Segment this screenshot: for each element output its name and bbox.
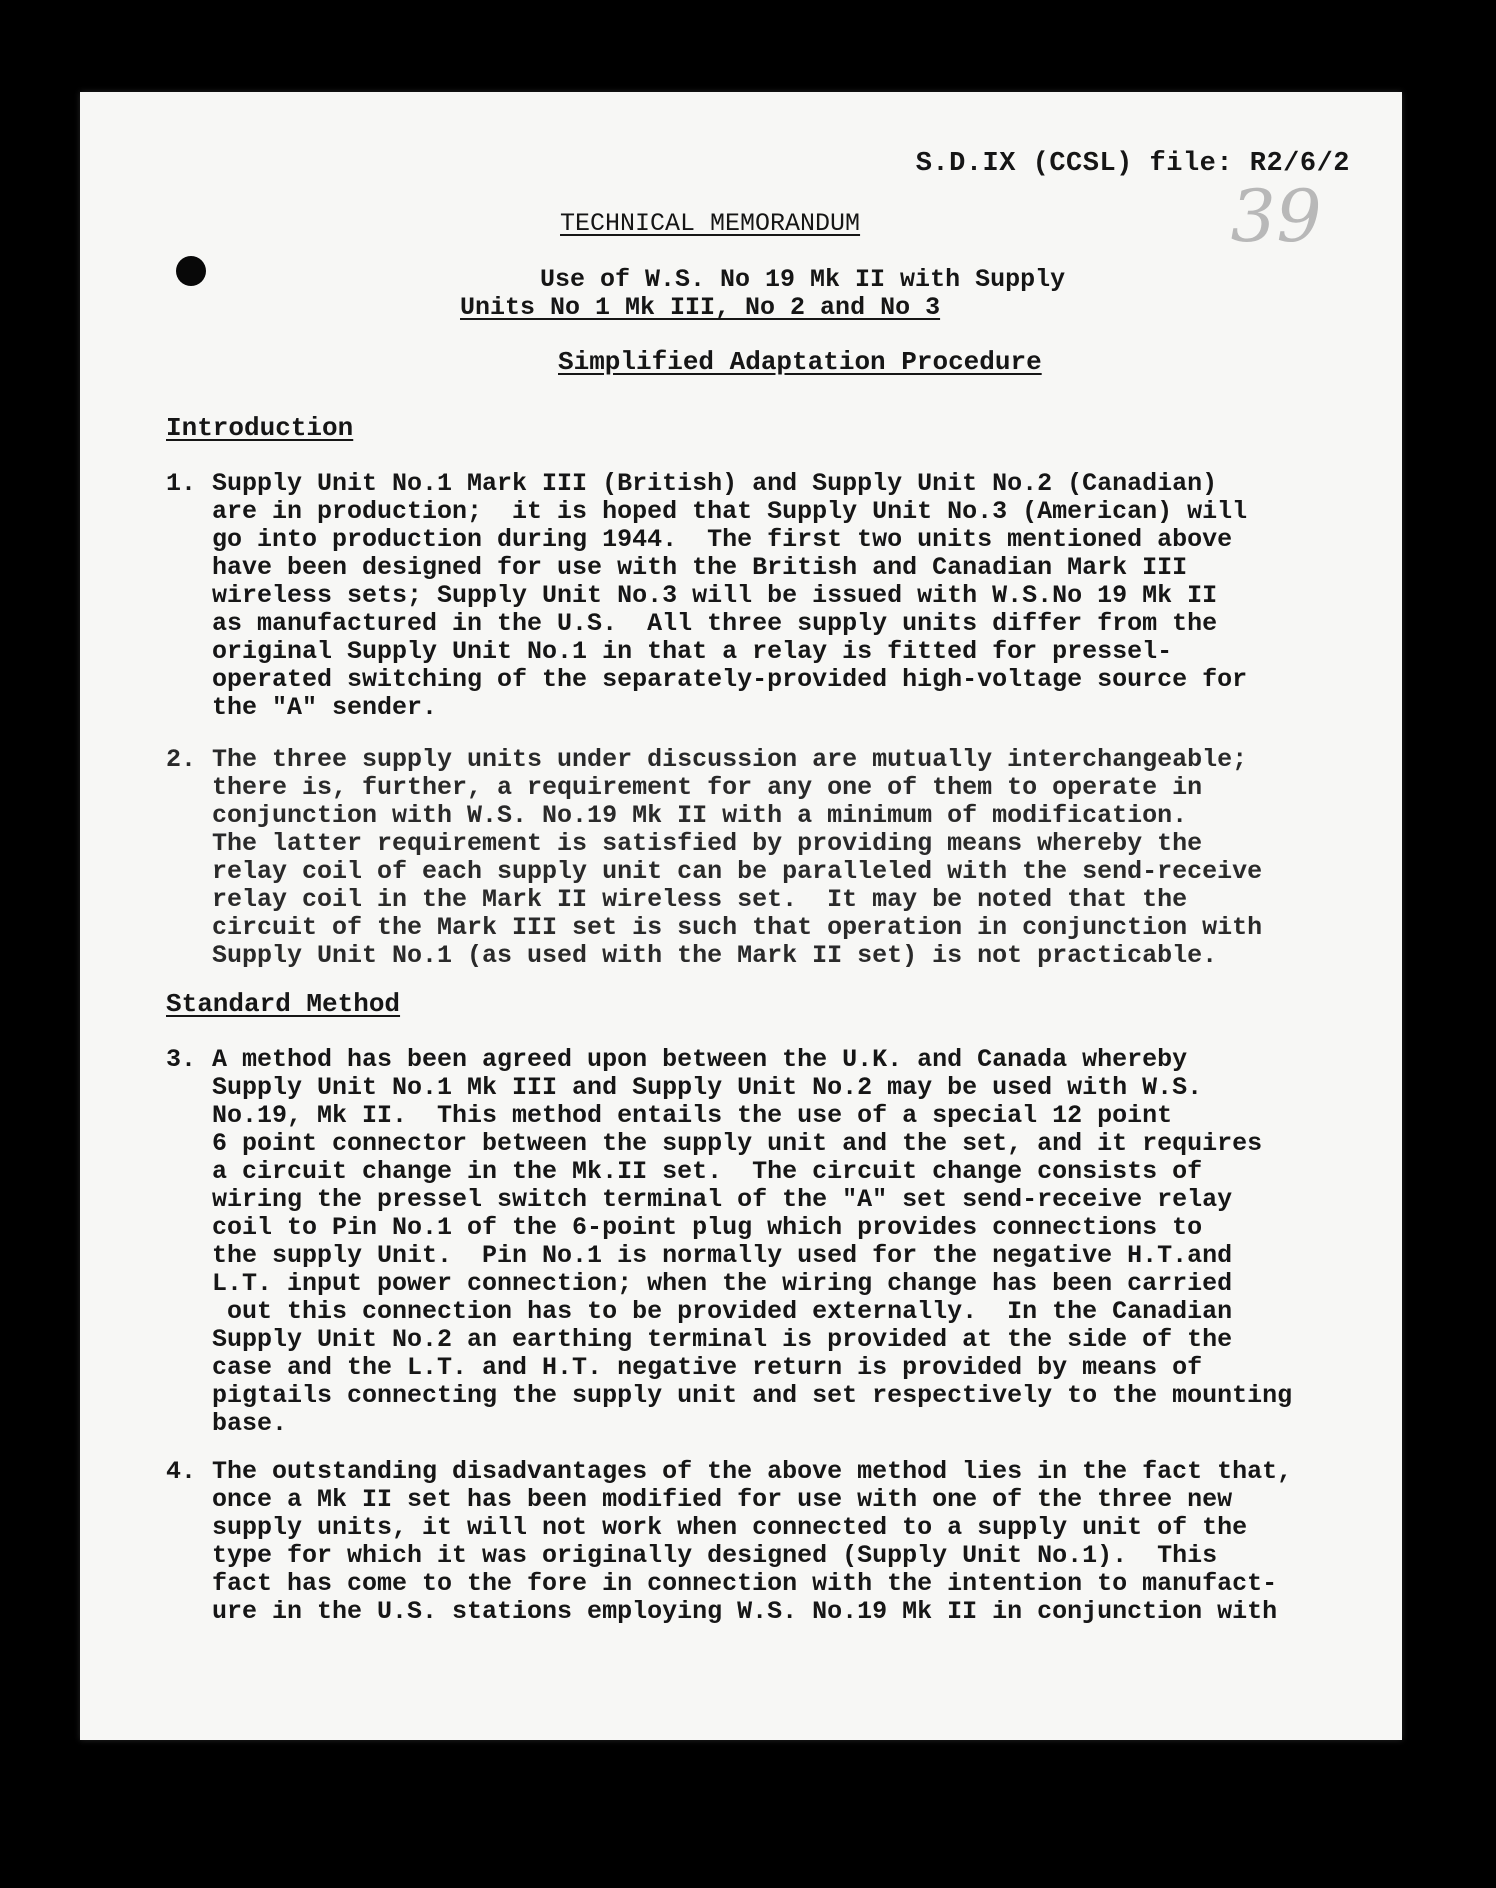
section-heading-introduction: Introduction <box>166 413 354 443</box>
subtitle-line-1: Use of W.S. No 19 Mk II with Supply <box>540 265 1066 294</box>
memo-subheading: Simplified Adaptation Procedure <box>558 347 1042 377</box>
paragraph-2 <box>166 746 1376 970</box>
paragraph-text: Supply Unit No.1 Mark III (British) and Supply Unit No.2 (Canadian) are in production; it is hoped that Supply Unit No.3 (American) will go into production during 1944. The first two units mentioned above have been designed for use with the British and Canadian Mark III wireless sets; Supply Unit No.3 will be issued with W.S.No 19 Mk II as manufactured in the U.S. All three supply units differ from the original Supply Unit No.1 in that a relay is fitted for pressel- operated switching of the separately-provided high-voltage source for the "A" sender. <box>212 469 1248 722</box>
paragraph-4 <box>166 1458 1376 1626</box>
paragraph-text: The three supply units under discussion are mutually interchangeable; there is, further, a requirement for any one of them to operate in conjunction with W.S. No.19 Mk II with a minimum of modification. The latter requirement is satisfied by providing means whereby the relay coil of each supply unit can be paralleled with the send-receive relay coil in the Mark II wireless set. It may be noted that the circuit of the Mark III set is such that operation in conjunction with Supply Unit No.1 (as used with the Mark II set) is not practicable. <box>212 745 1263 970</box>
paragraph-number: 1. <box>166 469 197 498</box>
file-reference: S.D.IX (CCSL) file: R2/6/2 <box>915 149 1350 179</box>
paragraph-number: 3. <box>166 1045 197 1074</box>
memo-title: TECHNICAL MEMORANDUM <box>560 209 861 238</box>
document-sheet <box>80 92 1402 1740</box>
memo-subtitle <box>460 266 1160 322</box>
paragraph-text: The outstanding disadvantages of the above method lies in the fact that, once a Mk II set has been modified for use with one of the three new supply units, it will not work when connected to a supply unit of the type for which it was originally designed (Supply Unit No.1). This fact has come to the fore in connection with the intention to manufact- ure in the U.S. stations employing W.S. No.19 Mk II in conjunction with <box>212 1457 1293 1626</box>
punch-hole-icon <box>176 256 206 286</box>
paragraph-number: 4. <box>166 1457 197 1486</box>
handwritten-page-number: 39 <box>1222 174 1330 258</box>
paragraph-text: A method has been agreed upon between the U.K. and Canada whereby Supply Unit No.1 Mk III and Supply Unit No.2 may be used with W.S. No.19, Mk II. This method entails the use of a special 12 point 6 point connector between the supply unit and the set, and it requires a circuit change in the Mk.II set. The circuit change consists of wiring the pressel switch terminal of the "A" set send-receive relay coil to Pin No.1 of the 6-point plug which provides connections to the supply Unit. Pin No.1 is normally used for the negative H.T.and L.T. input power connection; when the wiring change has been carried out this connection has to be provided externally. In the Canadian Supply Unit No.2 an earthing terminal is provided at the side of the case and the L.T. and H.T. negative return is provided by means of pigtails connecting the supply unit and set respectively to the mounting base. <box>212 1045 1293 1438</box>
paragraph-number: 2. <box>166 745 197 774</box>
subtitle-line-2: Units No 1 Mk III, No 2 and No 3 <box>460 293 941 322</box>
section-heading-standard-method: Standard Method <box>166 989 401 1019</box>
paragraph-3 <box>166 1046 1376 1438</box>
paragraph-1 <box>166 470 1376 722</box>
